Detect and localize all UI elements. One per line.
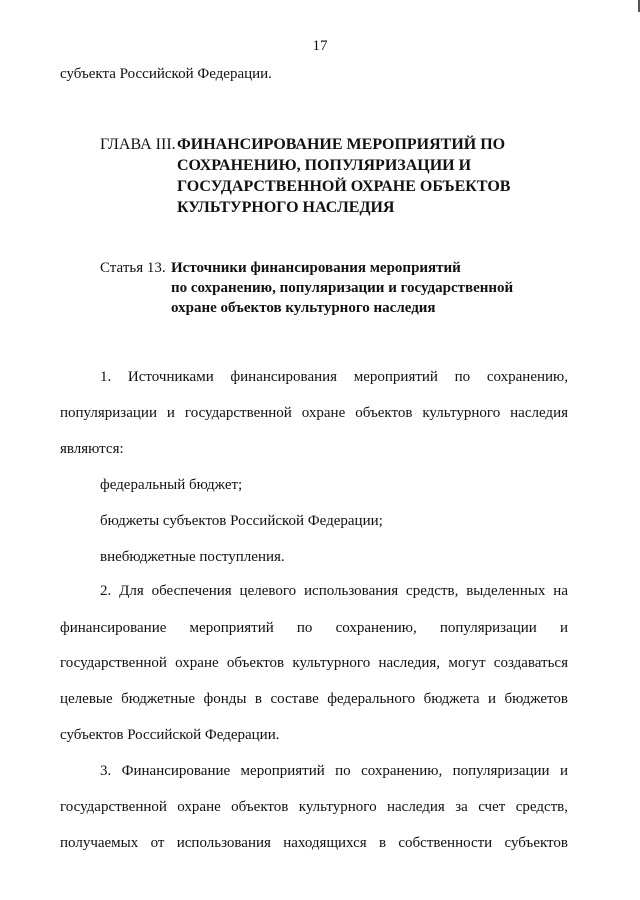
paragraph-3-line: получаемых от использования находящихся в собственности субъектов xyxy=(60,835,568,851)
article-title xyxy=(171,258,513,318)
paragraph-2-line: субъектов Российской Федерации. xyxy=(60,727,280,743)
paragraph-2-line: 2. Для обеспечения целевого использования средств, выделенных на xyxy=(100,583,568,599)
paragraph-2-line: целевые бюджетные фонды в составе федерального бюджета и бюджетов xyxy=(60,691,568,707)
article-title-line: Источники финансирования мероприятий xyxy=(171,260,461,276)
list-item: бюджеты субъектов Российской Федерации; xyxy=(100,513,383,529)
chapter-title-line: КУЛЬТУРНОГО НАСЛЕДИЯ xyxy=(177,199,395,216)
list-item: федеральный бюджет; xyxy=(100,477,243,493)
list-item: внебюджетные поступления. xyxy=(100,549,285,565)
article-title-line: по сохранению, популяризации и государственной xyxy=(171,280,514,296)
paragraph-1-line: популяризации и государственной охране объектов культурного наследия xyxy=(60,405,568,421)
paragraph-2-line: государственной охране объектов культурного наследия, могут создаваться xyxy=(60,655,568,671)
article-label: Статья 13. xyxy=(100,260,166,276)
chapter-title xyxy=(177,134,510,218)
chapter-title-line: ГОСУДАРСТВЕННОЙ ОХРАНЕ ОБЪЕКТОВ xyxy=(177,178,511,195)
page-number: 17 xyxy=(312,38,328,54)
paragraph-2-line: финансирование мероприятий по сохранению, популяризации и xyxy=(60,620,568,636)
intro-line: субъекта Российской Федерации. xyxy=(60,66,272,82)
chapter-label: ГЛАВА III. xyxy=(100,136,176,153)
paragraph-1-line: 1. Источниками финансирования мероприятий по сохранению, xyxy=(100,369,568,385)
paragraph-1-line: являются: xyxy=(60,441,124,457)
chapter-title-line: ФИНАНСИРОВАНИЕ МЕРОПРИЯТИЙ ПО xyxy=(177,136,506,153)
chapter-title-line: СОХРАНЕНИЮ, ПОПУЛЯРИЗАЦИИ И xyxy=(177,157,472,174)
paragraph-3-line: 3. Финансирование мероприятий по сохранению, популяризации и xyxy=(100,763,568,779)
article-title-line: охране объектов культурного наследия xyxy=(171,300,436,316)
paragraph-3-line: государственной охране объектов культурного наследия за счет средств, xyxy=(60,799,568,815)
